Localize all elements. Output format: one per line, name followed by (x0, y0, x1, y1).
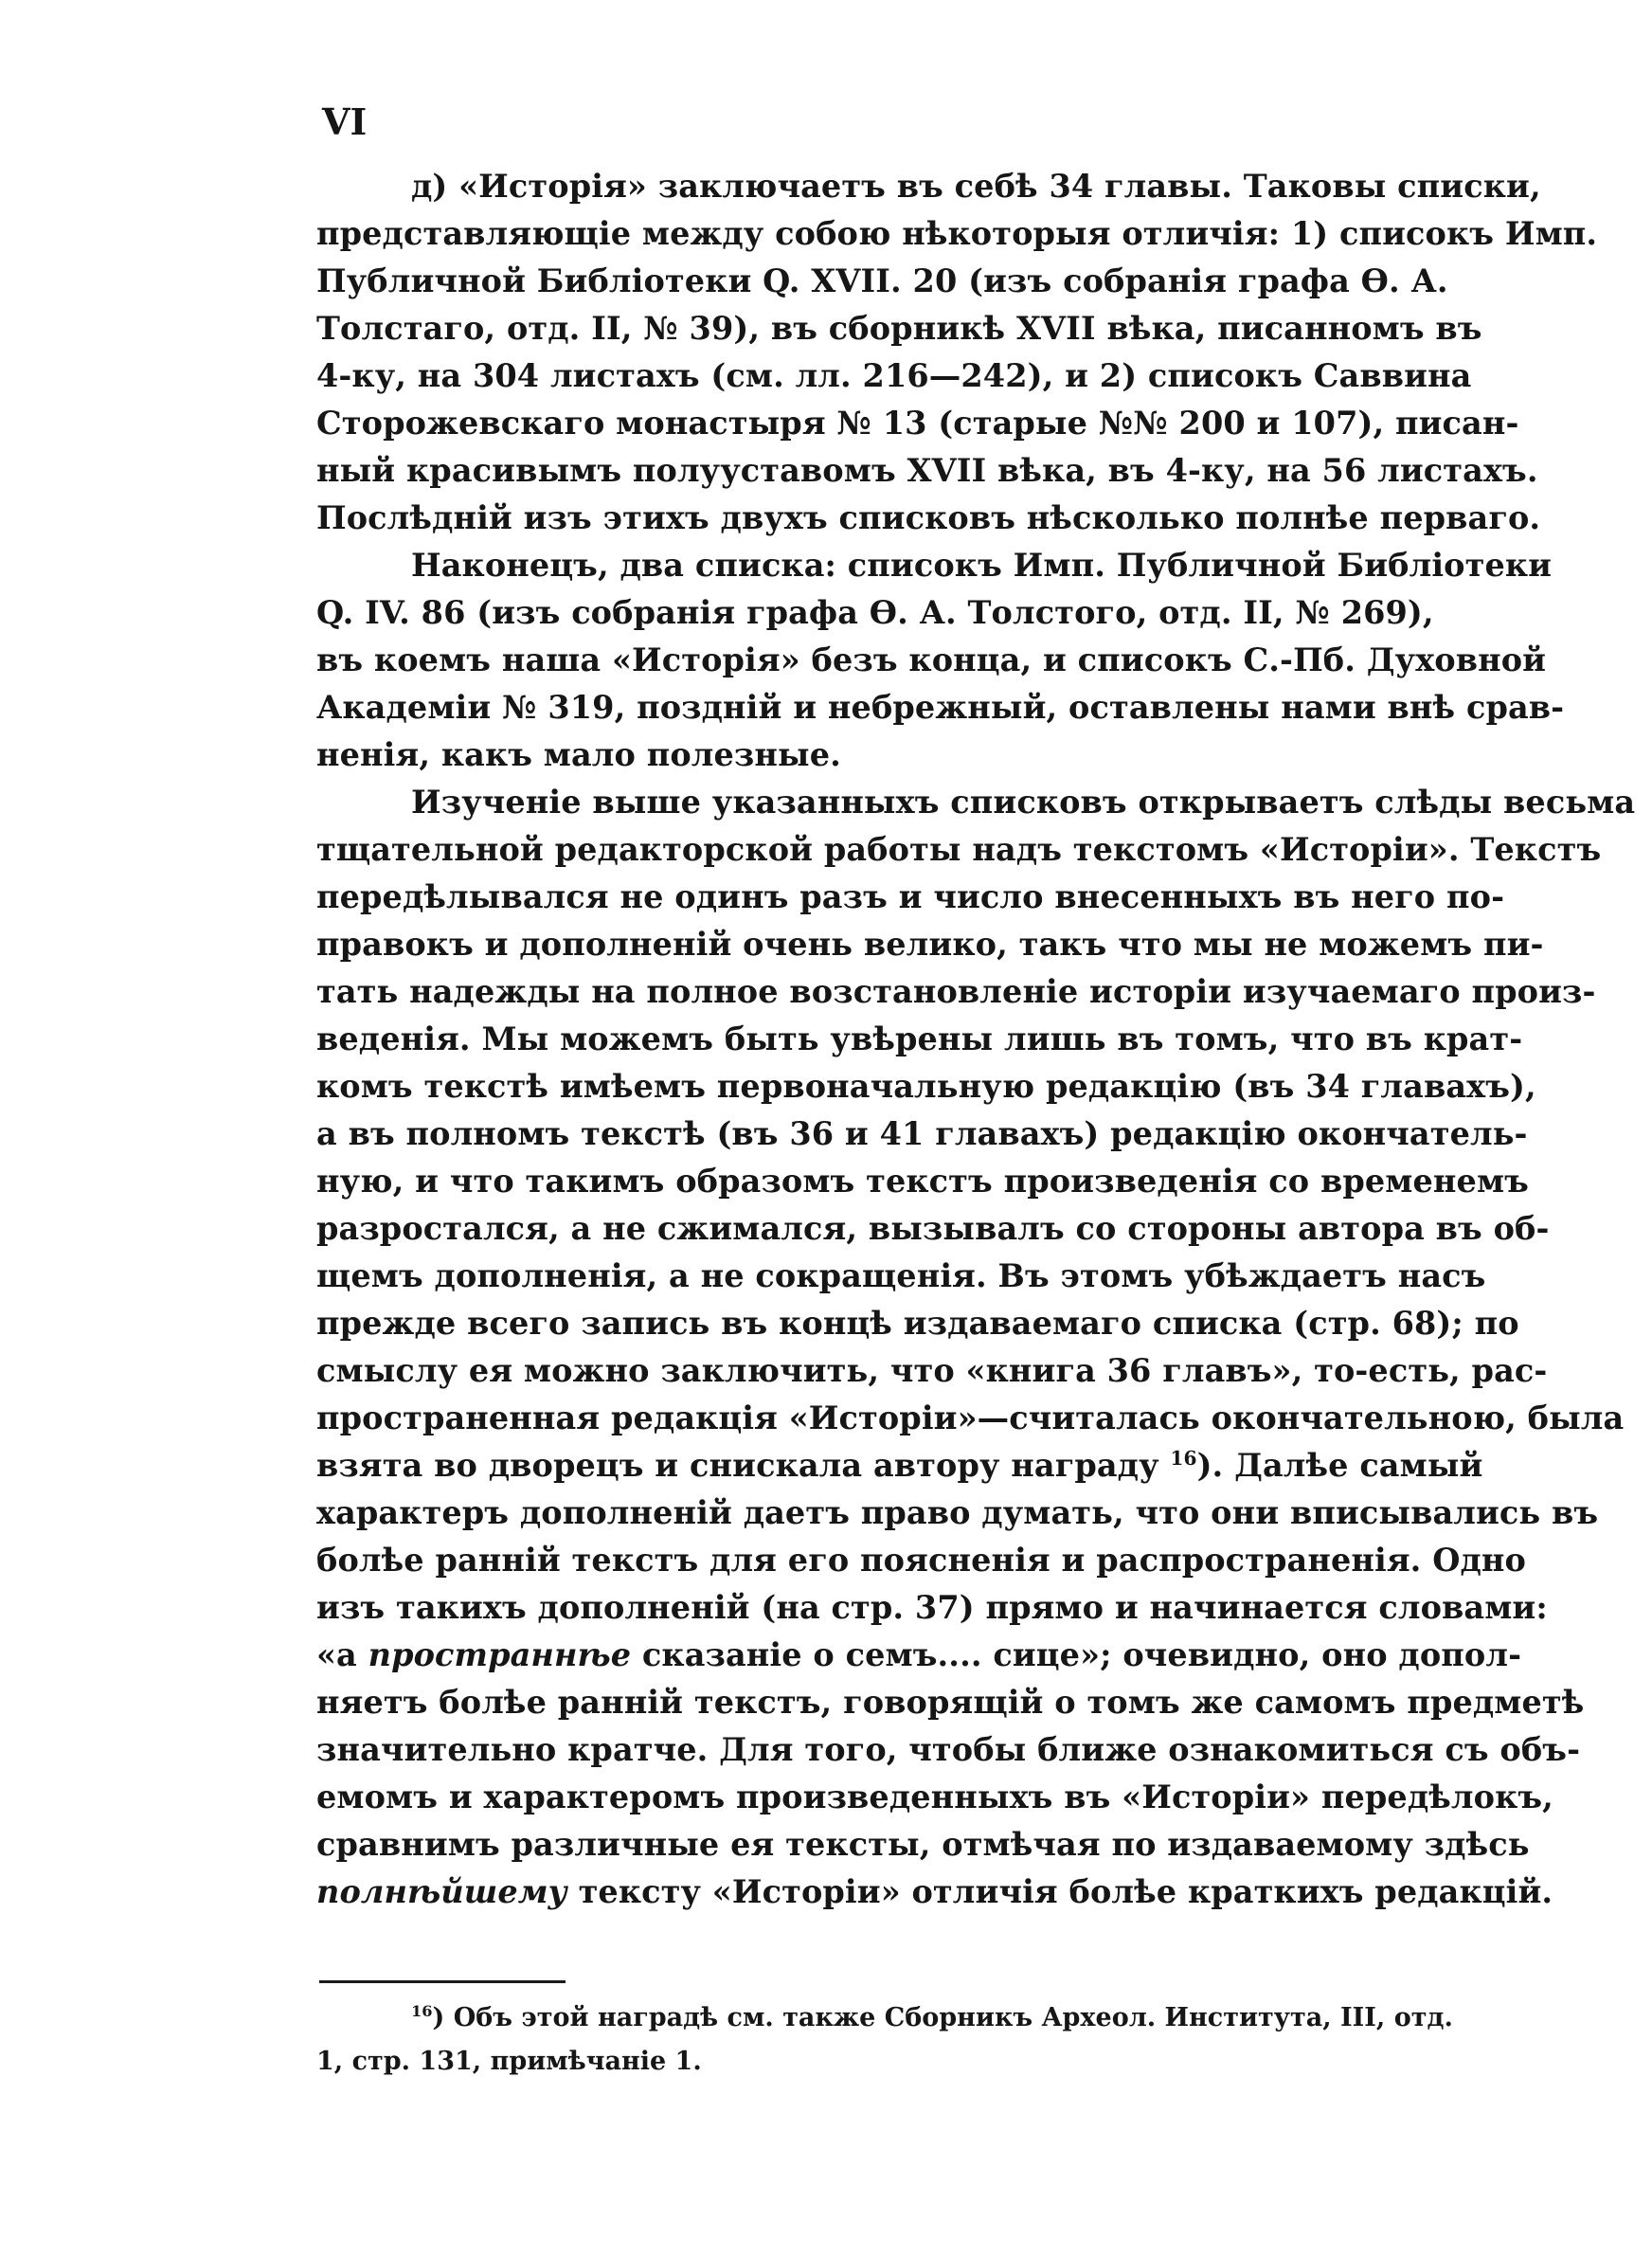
text-line: Толстаго, отд. II, № 39), въ сборникѣ XVII вѣка, писанномъ въ (316, 310, 1482, 347)
text-line: 4-ку, на 304 листахъ (см. лл. 216—242), и 2) списокъ Саввина (316, 357, 1472, 394)
footnote-line (411, 1997, 1453, 2039)
footnote-line: 1, стр. 131, примѣчаніе 1. (316, 2047, 702, 2076)
text-line: Послѣдній изъ этихъ двухъ списковъ нѣсколько полнѣе перваго. (316, 499, 1541, 536)
text-line: ную, и что такимъ образомъ текстъ произведенія со временемъ (316, 1163, 1529, 1200)
text-line: д) «Исторія» заключаетъ въ себѣ 34 главы. Таковы списки, (411, 168, 1541, 205)
text-line: пространенная редакція «Исторіи»—считалась окончательною, была (316, 1399, 1625, 1436)
text-segment: ). Далѣе самый (1196, 1447, 1483, 1484)
text-line: комъ текстѣ имѣемъ первоначальную редакцію (въ 34 главахъ), (316, 1068, 1536, 1105)
text-line: смыслу ея можно заключить, что «книга 36 главъ», то-есть, рас- (316, 1352, 1548, 1389)
text-line-with-italic (316, 1632, 1522, 1679)
text-line: Академіи № 319, поздній и небрежный, оставлены нами внѣ срав- (316, 689, 1565, 726)
text-line: представляющіе между собою нѣкоторыя отличія: 1) списокъ Имп. (316, 215, 1598, 252)
text-line: болѣе ранній текстъ для его поясненія и распространенія. Одно (316, 1542, 1526, 1579)
footnote-marker: 16 (411, 2002, 433, 2020)
text-segment: взята во дворецъ и снискала автору награду (316, 1447, 1159, 1484)
text-line: а въ полномъ текстѣ (въ 36 и 41 главахъ) редакцію окончатель- (316, 1115, 1528, 1152)
text-line: прежде всего запись въ концѣ издаваемаго списка (стр. 68); по (316, 1305, 1519, 1342)
footnote-text: ) Объ этой наградѣ см. также Сборникъ Археол. Института, III, отд. (432, 2003, 1453, 2032)
footnote-divider (319, 1980, 566, 1983)
text-line: няетъ болѣе ранній текстъ, говорящій о томъ же самомъ предметѣ (316, 1684, 1585, 1721)
footnote-reference: 16 (1170, 1446, 1197, 1470)
text-line: Q. IV. 86 (изъ собранія графа Ѳ. А. Толстого, отд. II, № 269), (316, 594, 1434, 631)
italic-word: полнѣйшему (316, 1873, 567, 1910)
text-line: значительно кратче. Для того, чтобы ближе ознакомиться съ объ- (316, 1731, 1581, 1768)
text-line: въ коемъ наша «Исторія» безъ конца, и списокъ С.-Пб. Духовной (316, 641, 1547, 678)
text-line: характеръ дополненій даетъ право думать, что они вписывались въ (316, 1494, 1599, 1531)
text-line: тщательной редакторской работы надъ текстомъ «Исторіи». Текстъ (316, 831, 1602, 868)
text-line: щемъ дополненія, а не сокращенія. Въ этомъ убѣждаетъ насъ (316, 1257, 1486, 1294)
text-line: емомъ и характеромъ произведенныхъ въ «Исторіи» передѣлокъ, (316, 1779, 1553, 1815)
text-segment: тексту «Исторіи» отличія болѣе краткихъ редакцій. (578, 1873, 1553, 1910)
text-line: передѣлывался не одинъ разъ и число внесенныхъ въ него по- (316, 878, 1505, 915)
text-line: веденія. Мы можемъ быть увѣрены лишь въ томъ, что въ крат- (316, 1020, 1523, 1057)
text-line: разростался, а не сжимался, вызывалъ со стороны автора въ об- (316, 1210, 1550, 1247)
text-line-with-footnote (316, 1442, 1483, 1490)
text-line: правокъ и дополненій очень велико, такъ что мы не можемъ пи- (316, 926, 1544, 963)
text-line-with-italic (316, 1869, 1553, 1916)
text-line: ненія, какъ мало полезные. (316, 736, 841, 773)
italic-quote: пространнѣе (368, 1636, 632, 1673)
page-number: VI (322, 100, 368, 143)
text-line: изъ такихъ дополненій (на стр. 37) прямо и начинается словами: (316, 1589, 1548, 1626)
text-line: Сторожевскаго монастыря № 13 (старые №№ 200 и 107), писан- (316, 405, 1519, 442)
text-line: Наконецъ, два списка: списокъ Имп. Публичной Библіотеки (411, 547, 1553, 584)
text-line: сравнимъ различные ея тексты, отмѣчая по издаваемому здѣсь (316, 1826, 1530, 1863)
text-line: Изученіе выше указанныхъ списковъ открываетъ слѣды весьма (411, 784, 1636, 821)
text-line: ный красивымъ полууставомъ XVII вѣка, въ 4-ку, на 56 листахъ. (316, 452, 1538, 489)
text-segment: «а (316, 1636, 357, 1673)
text-segment: сказаніе о семъ.... сице»; очевидно, оно допол- (641, 1636, 1522, 1673)
text-line: тать надежды на полное возстановленіе исторіи изучаемаго произ- (316, 973, 1596, 1010)
text-line: Публичной Библіотеки Q. XVII. 20 (изъ собранія графа Ѳ. А. (316, 262, 1448, 299)
